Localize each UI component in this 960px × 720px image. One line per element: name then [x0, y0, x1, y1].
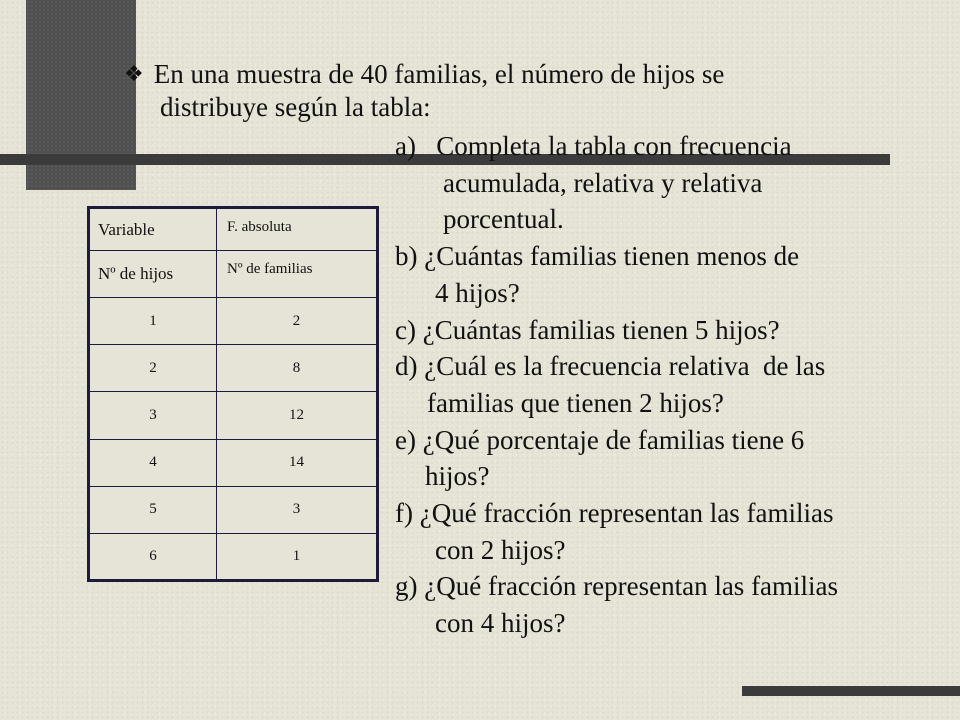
intro-line-1: En una muestra de 40 familias, el número de hijos se: [153, 59, 725, 89]
cell-families: 8: [217, 345, 378, 392]
frequency-table: [87, 206, 379, 582]
question-a-line-2: acumulada, relativa y relativa: [443, 167, 763, 198]
table-row: [89, 486, 378, 533]
cell-children: 6: [89, 533, 217, 580]
table-row: [89, 533, 378, 580]
question-c-line-1: c) ¿Cuántas familias tienen 5 hijos?: [395, 314, 780, 345]
table-row: [89, 345, 378, 392]
cell-families: 2: [217, 298, 378, 345]
frequency-table-wrapper: [87, 206, 379, 582]
question-e-line-1: e) ¿Qué porcentaje de familias tiene 6: [395, 424, 805, 455]
cell-families: 14: [217, 439, 378, 486]
table-row: [89, 392, 378, 439]
question-f-line-1: f) ¿Qué fracción representan las familias: [395, 498, 834, 529]
table-row: [89, 298, 378, 345]
header-num-children: Nº de hijos: [89, 251, 217, 298]
decorative-rule-bottom: [742, 686, 960, 696]
table-row: [89, 439, 378, 486]
question-d-line-2: familias que tienen 2 hijos?: [427, 387, 724, 418]
question-b-line-1: b) ¿Cuántas familias tienen menos de: [395, 241, 800, 272]
question-a-line-1: a) Completa la tabla con frecuencia: [395, 131, 792, 161]
header-variable: Variable: [89, 208, 217, 251]
intro-text: [124, 58, 724, 124]
cell-families: 3: [217, 486, 378, 533]
cell-families: 12: [217, 392, 378, 439]
questions-list: [395, 128, 838, 642]
header-absolute-frequency: F. absoluta: [217, 208, 378, 251]
question-g-line-1: g) ¿Qué fracción representan las familias: [395, 571, 839, 602]
cell-children: 2: [89, 345, 217, 392]
cell-children: 5: [89, 486, 217, 533]
header-num-families: Nº de familias: [217, 251, 378, 298]
diamond-bullet-icon: ❖: [124, 62, 144, 87]
question-e-line-2: hijos?: [425, 461, 490, 492]
cell-families: 1: [217, 533, 378, 580]
intro-line-2: distribuye según la tabla:: [160, 92, 431, 122]
question-a-line-3: porcentual.: [443, 204, 564, 235]
question-g-line-2: con 4 hijos?: [435, 608, 566, 639]
cell-children: 3: [89, 392, 217, 439]
cell-children: 1: [89, 298, 217, 345]
question-d-line-1: d) ¿Cuál es la frecuencia relativa de las: [395, 351, 826, 382]
cell-children: 4: [89, 439, 217, 486]
table-subheader-row: [89, 251, 378, 298]
question-b-line-2: 4 hijos?: [435, 277, 520, 308]
question-f-line-2: con 2 hijos?: [435, 534, 566, 565]
table-header-row: [89, 208, 378, 251]
